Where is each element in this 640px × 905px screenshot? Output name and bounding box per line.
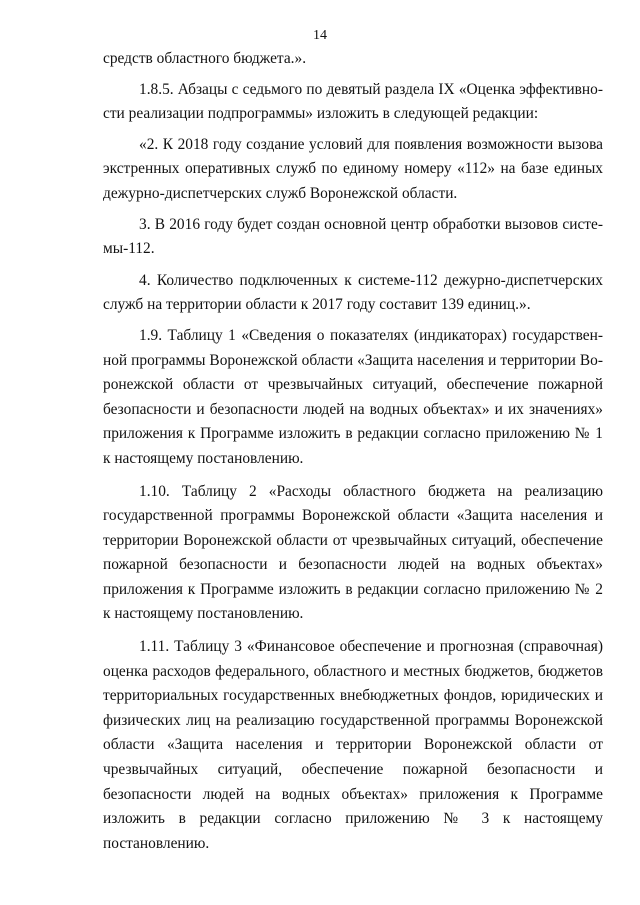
page-number: 14 [313,28,327,43]
paragraph-1-8-5: 1.8.5. Абзацы с седьмого по девятый раздела IX «Оценка эффективности реализации подпрограммы» изложить в следующей редакции: [103,80,603,123]
paragraph-1-9: 1.9. Таблицу 1 «Сведения о показателях (индикаторах) государственной программы Воронежской области «Защита населения и территории Воронежской области от чрезвычайных ситуаций, обеспечение пожарной безопасности и безопасности людей на водных объектах» и их значениях» приложения к Программе изложить в редакции согласно приложению № 1 к настоящему постановлению. [103,326,603,467]
paragraph-1-10: 1.10. Таблицу 2 «Расходы областного бюджета на реализацию государственной программы Воронежской области «Защита населения и территории Воронежской области от чрезвычайных ситуаций, обеспечение пожарной безопасности и безопасности людей на водных объектах» приложения к Программе изложить в редакции согласно приложению № 2 к настоящему постановлению. [103,482,603,623]
document-body [103,47,603,856]
paragraph-item-4: 4. Количество подключенных к системе-112 дежурно-диспетчерских служб на территории области к 2017 году составит 139 единиц.». [103,271,603,314]
paragraph-budget-end: средств областного бюджета.». [103,50,307,67]
paragraph-item-2: «2. К 2018 году создание условий для появления возможности вызова экстренных оперативных служб по единому номеру «112» на базе единых дежурно-диспетчерских служб Воронежской области. [103,135,603,202]
paragraph-1-11: 1.11. Таблицу 3 «Финансовое обеспечение и прогнозная (справочная) оценка расходов федерального, областного и местных бюджетов, бюджетов территориальных государственных внебюджетных фондов, юридических и физических лиц на реализацию государственной программы Воронежской области «Защита населения и территории Воронежской области от чрезвычайных ситуаций, обеспечение пожарной безопасности и безопасности людей на водных объектах» приложения к Программе изложить в редакции согласно приложению № 3 к настоящему постановлению. [103,638,603,852]
paragraph-item-3: 3. В 2016 году будет создан основной центр обработки вызовов системы-112. [103,215,603,258]
